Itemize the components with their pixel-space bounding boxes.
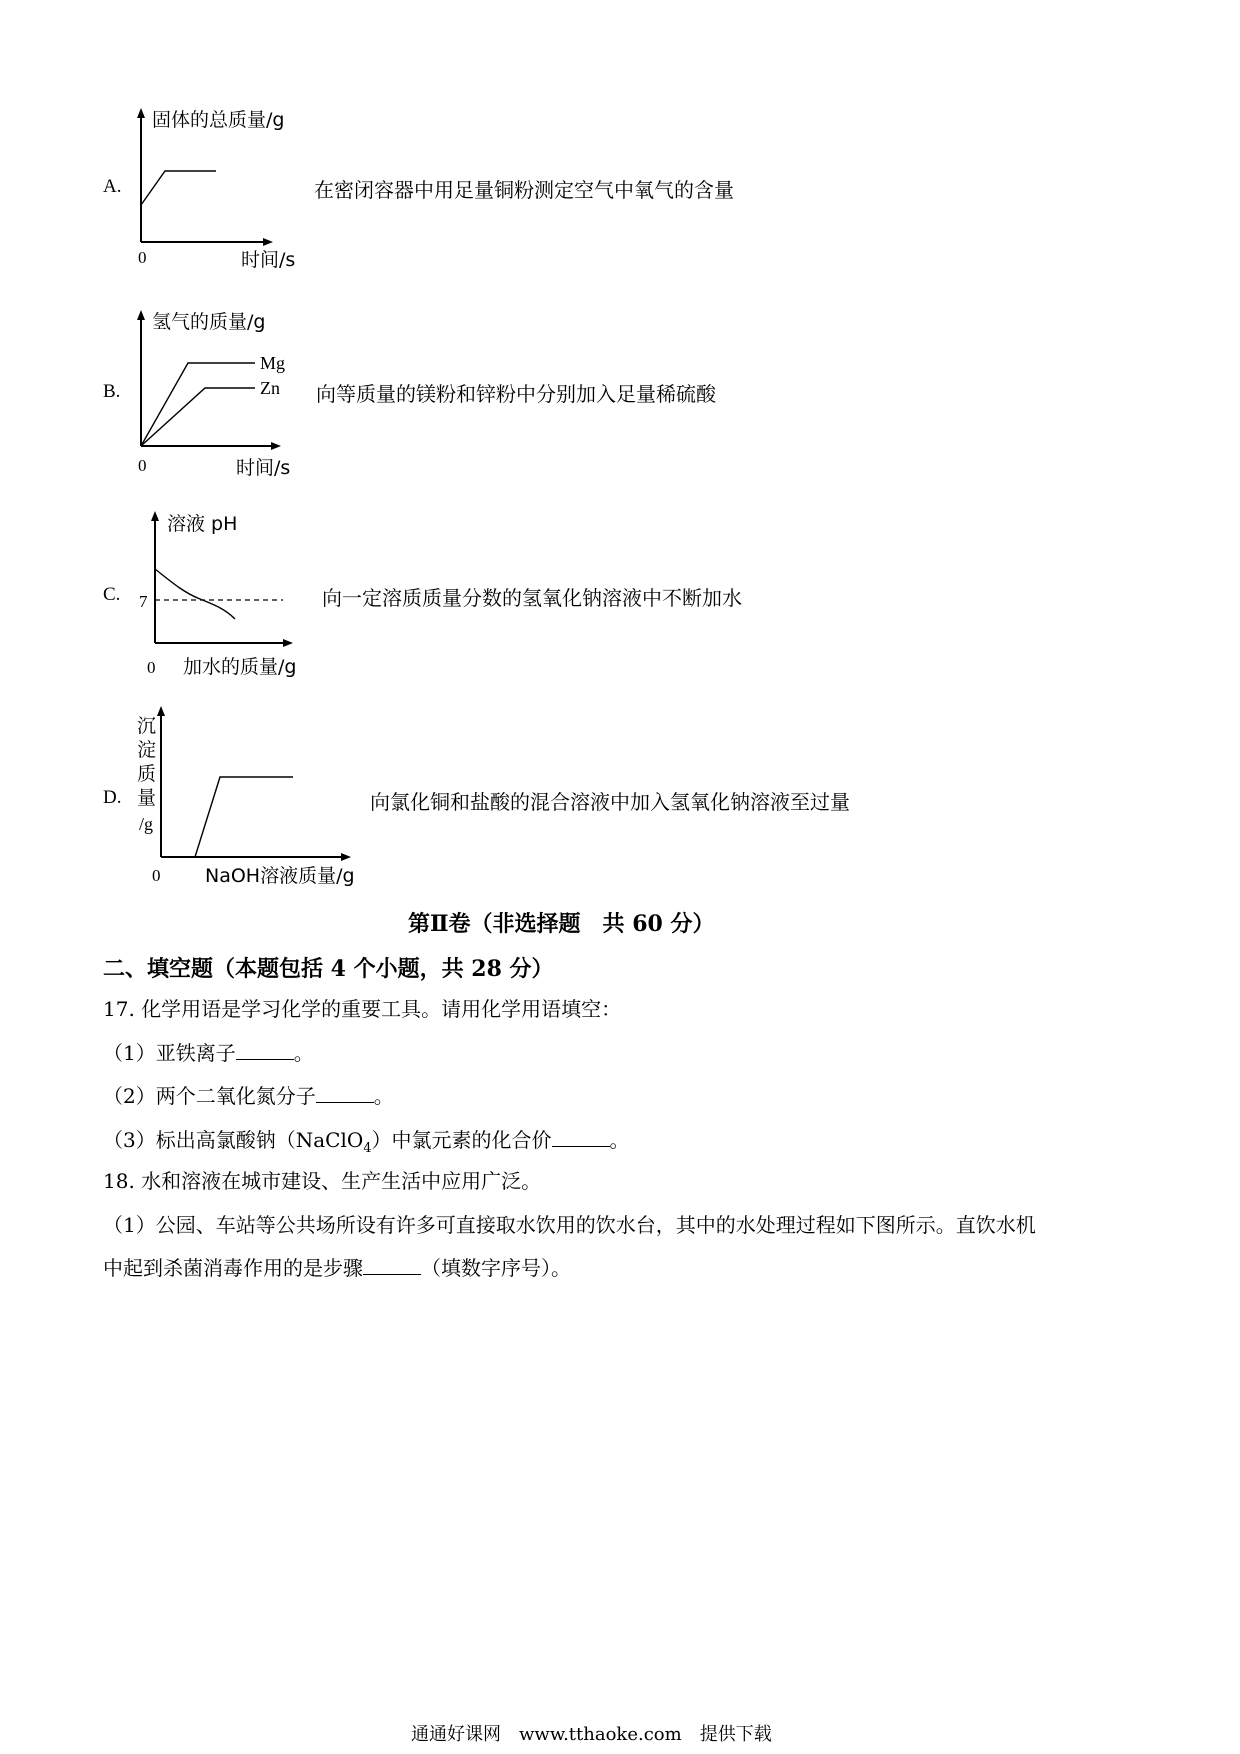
q17-item-3 (103, 1125, 630, 1164)
q17-item-1 (103, 1038, 314, 1068)
chart-c-curve (155, 569, 235, 619)
chart-b-x-arrow (271, 442, 281, 450)
chart-d-ylabel-2: 淀 (137, 739, 157, 761)
chart-c-y-arrow (151, 511, 159, 521)
chart-b-xlabel: 时间/s (236, 457, 291, 479)
chart-d-ylabel-3: 质 (137, 763, 157, 785)
chart-a (125, 100, 305, 275)
chart-d-ylabel-5: /g (139, 814, 154, 834)
chart-d-xlabel: NaOH溶液质量/g (205, 865, 355, 887)
option-d-description: 向氯化铜和盐酸的混合溶液中加入氢氧化钠溶液至过量 (370, 790, 850, 814)
option-a-description: 在密闭容器中用足量铜粉测定空气中氧气的含量 (314, 178, 734, 202)
chart-a-xlabel: 时间/s (241, 249, 296, 271)
chart-d-ylabel-4: 量 (137, 787, 157, 809)
q17-item-2-end: 。 (373, 1084, 394, 1108)
chart-c-xlabel: 加水的质量/g (183, 656, 297, 678)
q17-item-1-blank[interactable] (236, 1039, 294, 1060)
q17-item-3-end: 。 (609, 1128, 630, 1152)
q17-item-1-end: 。 (293, 1041, 314, 1065)
q18-line-2 (103, 1253, 571, 1283)
chart-d-x-arrow (341, 853, 351, 861)
q18-blank[interactable] (363, 1254, 421, 1275)
option-d-label: D. (103, 787, 122, 808)
chart-b-ylabel: 氢气的质量/g (152, 311, 266, 333)
q18-stem: 18. 水和溶液在城市建设、生产生活中应用广泛。 (103, 1169, 542, 1193)
chart-a-ylabel: 固体的总质量/g (152, 109, 285, 131)
option-b-description: 向等质量的镁粉和锌粉中分别加入足量稀硫酸 (316, 382, 716, 406)
q18-line-2-end: （填数字序号）。 (421, 1256, 571, 1280)
chart-a-line (141, 171, 216, 205)
chart-c-ph7-label: 7 (139, 592, 148, 611)
chart-a-x-arrow (263, 238, 273, 246)
chart-b-series-mg: Mg (260, 353, 286, 373)
option-b-label: B. (103, 381, 121, 402)
chart-a-y-arrow (137, 108, 145, 118)
q17-item-2-text: （2）两个二氧化氮分子 (103, 1084, 316, 1108)
chart-c-origin: 0 (147, 658, 156, 677)
q17-stem: 17. 化学用语是学习化学的重要工具。请用化学用语填空： (103, 997, 622, 1021)
chart-a-origin: 0 (138, 248, 147, 267)
chart-c-ylabel: 溶液 pH (167, 513, 238, 535)
chart-d-origin: 0 (152, 866, 161, 885)
chart-d-ylabel-1: 沉 (137, 715, 157, 737)
q17-item-3-text2: ）中氯元素的化合价 (371, 1128, 552, 1152)
q17-item-3-blank[interactable] (552, 1126, 610, 1147)
q18-line-1: （1）公园、车站等公共场所设有许多可直接取水饮用的饮水台，其中的水处理过程如下图所示。直饮水机 (103, 1213, 1036, 1237)
q17-item-2 (103, 1081, 394, 1111)
q18-line-2-text: 中起到杀菌消毒作用的是步骤 (103, 1256, 363, 1280)
page-footer: 通通好课网 www.tthaoke.com 提供下载 (411, 1724, 772, 1745)
chart-b-series-zn: Zn (260, 378, 280, 398)
part-title: 二、填空题（本题包括 4 个小题，共 28 分） (103, 956, 554, 982)
chart-b-y-arrow (137, 310, 145, 320)
chart-c-x-arrow (283, 639, 293, 647)
section-title: 第Ⅱ卷（非选择题 共 60 分） (408, 911, 715, 937)
q17-item-1-text: （1）亚铁离子 (103, 1041, 236, 1065)
option-c-label: C. (103, 584, 121, 605)
chart-d-y-arrow (157, 706, 165, 716)
chart-d-line (195, 777, 293, 857)
chart-b-origin: 0 (138, 456, 147, 475)
chart-c (125, 503, 310, 683)
option-c-description: 向一定溶质质量分数的氢氧化钠溶液中不断加水 (322, 586, 742, 610)
chart-d (125, 700, 360, 895)
option-a-label: A. (103, 176, 122, 197)
q17-item-2-blank[interactable] (316, 1082, 374, 1103)
q17-item-3-sub: 4 (363, 1141, 372, 1156)
chart-b (125, 302, 310, 480)
q17-item-3-text: （3）标出高氯酸钠（NaClO (103, 1128, 364, 1152)
chart-b-line-mg (141, 363, 255, 446)
